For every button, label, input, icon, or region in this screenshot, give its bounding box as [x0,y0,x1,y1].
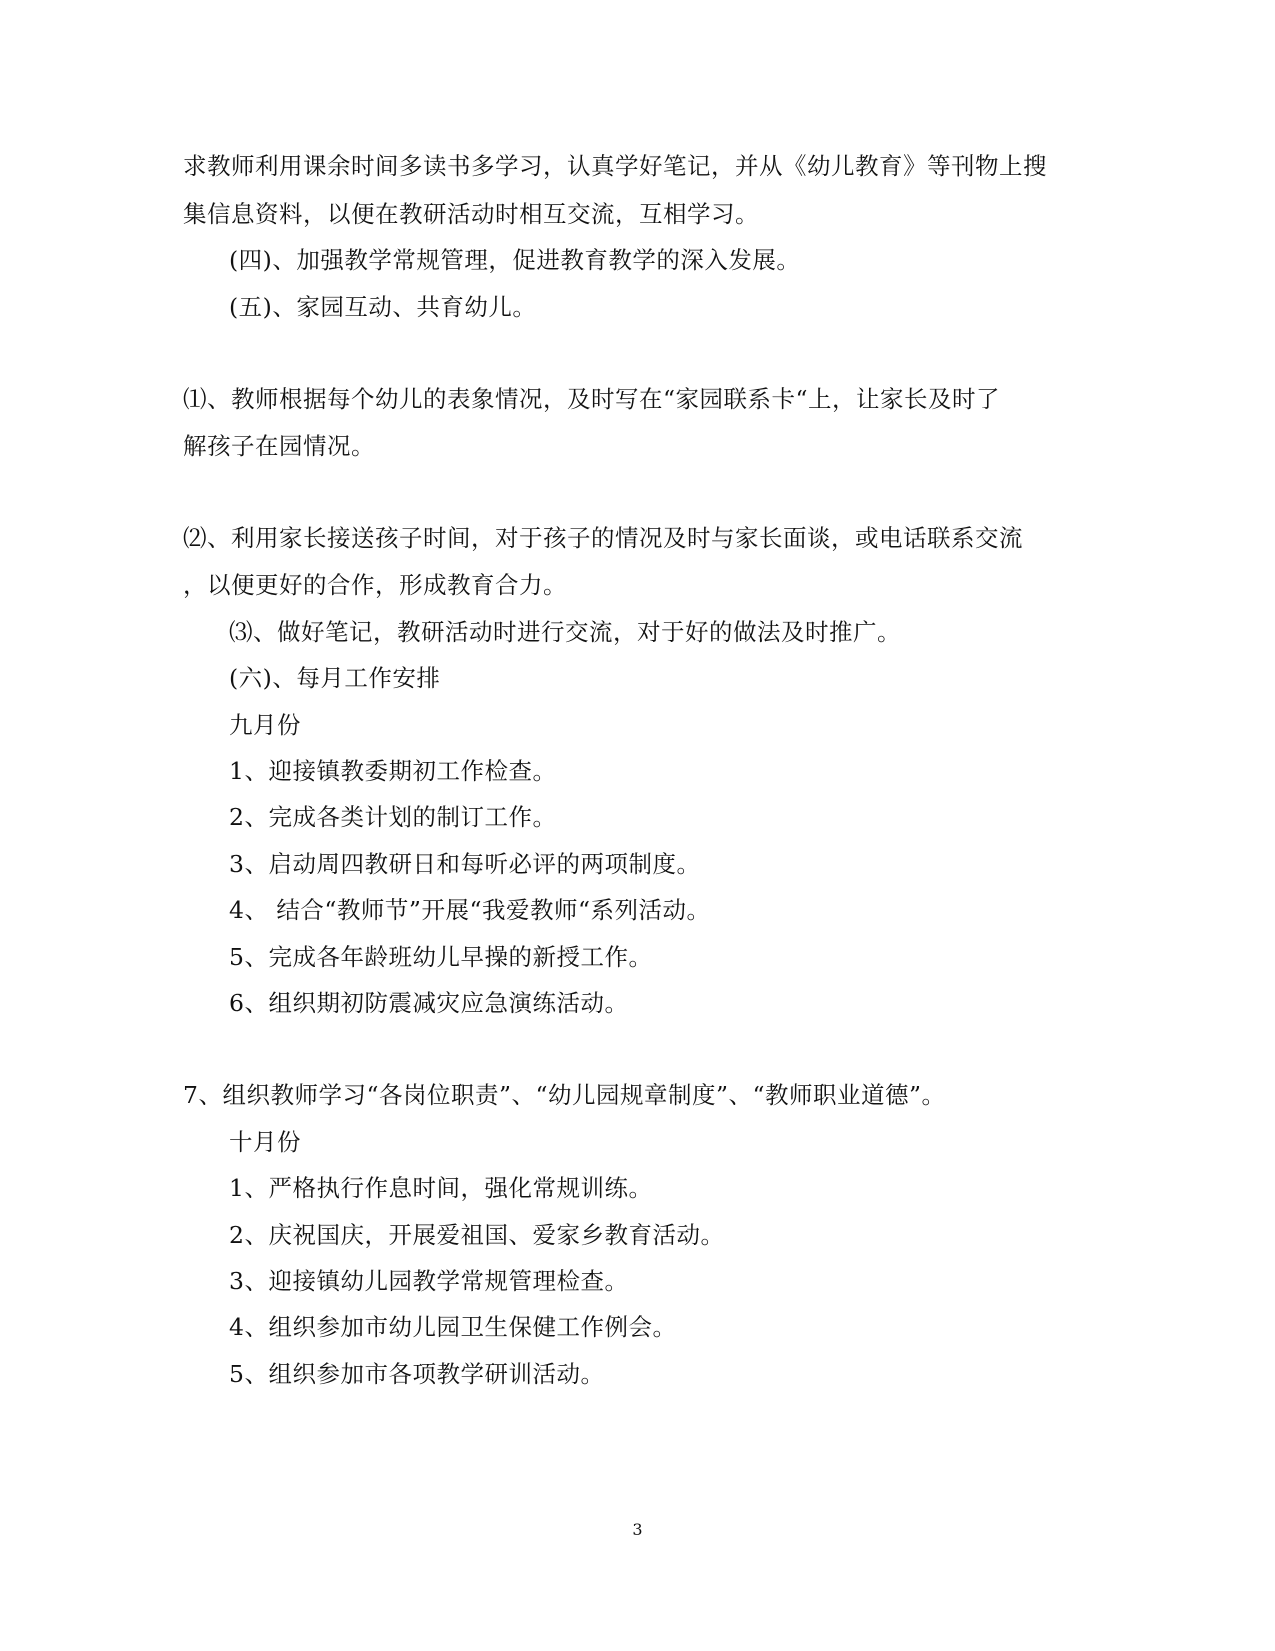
month-heading: 九月份 [229,711,301,739]
list-item: 4、 结合“教师节”开展“我爱教师“系列活动。 [229,896,711,924]
body-line: ⑴、教师根据每个幼儿的表象情况，及时写在“家园联系卡“上，让家长及时了 [183,385,1001,413]
month-heading: 十月份 [229,1128,301,1156]
section-heading: (六)、每月工作安排 [229,664,441,692]
list-item: 3、启动周四教研日和每听必评的两项制度。 [229,850,701,878]
page-number: 3 [632,1520,643,1539]
body-line: ⑶、做好笔记，教研活动时进行交流，对于好的做法及时推广。 [229,618,901,646]
body-line: 求教师利用课余时间多读书多学习，认真学好笔记，并从《幼儿教育》等刊物上搜 [183,152,1047,180]
list-item: 7、组织教师学习“各岗位职责”、“幼儿园规章制度”、“教师职业道德”。 [183,1081,946,1109]
body-line: 集信息资料，以便在教研活动时相互交流，互相学习。 [183,200,759,228]
list-item: 5、完成各年龄班幼儿早操的新授工作。 [229,943,653,971]
section-heading: (五)、家园互动、共育幼儿。 [229,293,537,321]
list-item: 5、组织参加市各项教学研训活动。 [229,1360,605,1388]
list-item: 1、严格执行作息时间，强化常规训练。 [229,1174,653,1202]
section-heading: (四)、加强教学常规管理，促进教育教学的深入发展。 [229,246,801,274]
list-item: 1、迎接镇教委期初工作检查。 [229,757,557,785]
list-item: 2、庆祝国庆，开展爱祖国、爱家乡教育活动。 [229,1221,725,1249]
body-line: 解孩子在园情况。 [183,432,375,460]
body-line: ，以便更好的合作，形成教育合力。 [183,571,567,599]
list-item: 3、迎接镇幼儿园教学常规管理检查。 [229,1267,629,1295]
list-item: 6、组织期初防震减灾应急演练活动。 [229,989,629,1017]
list-item: 2、完成各类计划的制订工作。 [229,803,557,831]
body-line: ⑵、利用家长接送孩子时间，对于孩子的情况及时与家长面谈，或电话联系交流 [183,524,1023,552]
list-item: 4、组织参加市幼儿园卫生保健工作例会。 [229,1313,677,1341]
